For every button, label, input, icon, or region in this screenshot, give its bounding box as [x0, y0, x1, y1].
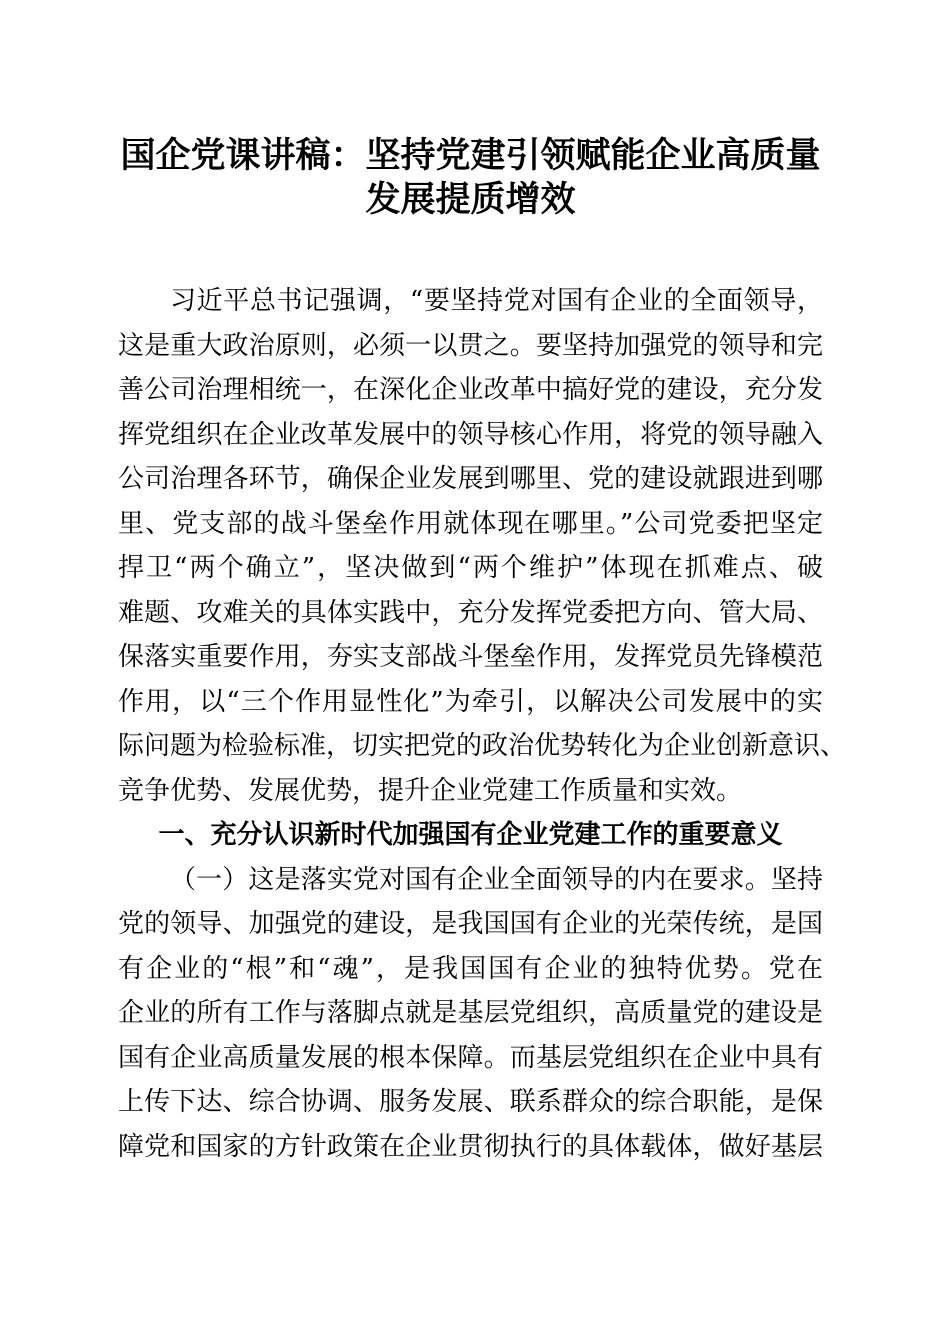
text-line: 党的领导、加强党的建设，是我国国有企业的光荣传统，是国: [118, 909, 823, 939]
text-line: 捍卫“两个确立”，坚决做到“两个维护”体现在抓难点、破: [118, 553, 823, 583]
text-line: 里、党支部的战斗堡垒作用就体现在哪里。”公司党委把坚定: [118, 508, 823, 539]
text-line: 公司治理各环节，确保企业发展到哪里、党的建设就跟进到哪: [118, 464, 823, 494]
text-line: 这是重大政治原则，必须一以贯之。要坚持加强党的领导和完: [118, 330, 823, 361]
text-line: 作用，以“三个作用显性化”为牵引，以解决公司发展中的实: [118, 686, 823, 717]
text-line: 国有企业高质量发展的根本保障。而基层党组织在企业中具有: [118, 1042, 823, 1073]
text-line: 竞争优势、发展优势，提升企业党建工作质量和实效。: [118, 775, 743, 806]
text-line: 习近平总书记强调，“要坚持党对国有企业的全面领导，: [170, 286, 823, 316]
document-body: [118, 279, 847, 1169]
text-line: 挥党组织在企业改革发展中的领导核心作用，将党的领导融入: [118, 419, 823, 450]
text-line: 上传下达、综合协调、服务发展、联系群众的综合职能，是保: [118, 1087, 823, 1117]
text-line: 善公司治理相统一，在深化企业改革中搞好党的建设，充分发: [118, 375, 823, 405]
text-line: 企业的所有工作与落脚点就是基层党组织，高质量党的建设是: [118, 998, 823, 1028]
text-line: （一）这是落实党对国有企业全面领导的内在要求。坚持: [170, 864, 823, 895]
text-line: 难题、攻难关的具体实践中，充分发挥党委把方向、管大局、: [118, 597, 823, 628]
document-title-line-1: 国企党课讲稿：坚持党建引领赋能企业高质量: [120, 135, 821, 176]
text-line: 际问题为检验标准，切实把党的政治优势转化为企业创新意识、: [118, 731, 847, 761]
section-heading: 一、充分认识新时代加强国有企业党建工作的重要意义: [158, 820, 783, 850]
document-title: [118, 134, 823, 222]
text-line: 保落实重要作用，夯实支部战斗堡垒作用，发挥党员先锋模范: [118, 642, 823, 672]
page-content: [118, 0, 847, 1169]
text-line: 有企业的“根”和“魂”，是我国国有企业的独特优势。党在: [118, 953, 823, 984]
text-line: 障党和国家的方针政策在企业贯彻执行的具体载体，做好基层: [118, 1131, 823, 1162]
document-title-line-2: 发展提质增效: [365, 179, 576, 220]
